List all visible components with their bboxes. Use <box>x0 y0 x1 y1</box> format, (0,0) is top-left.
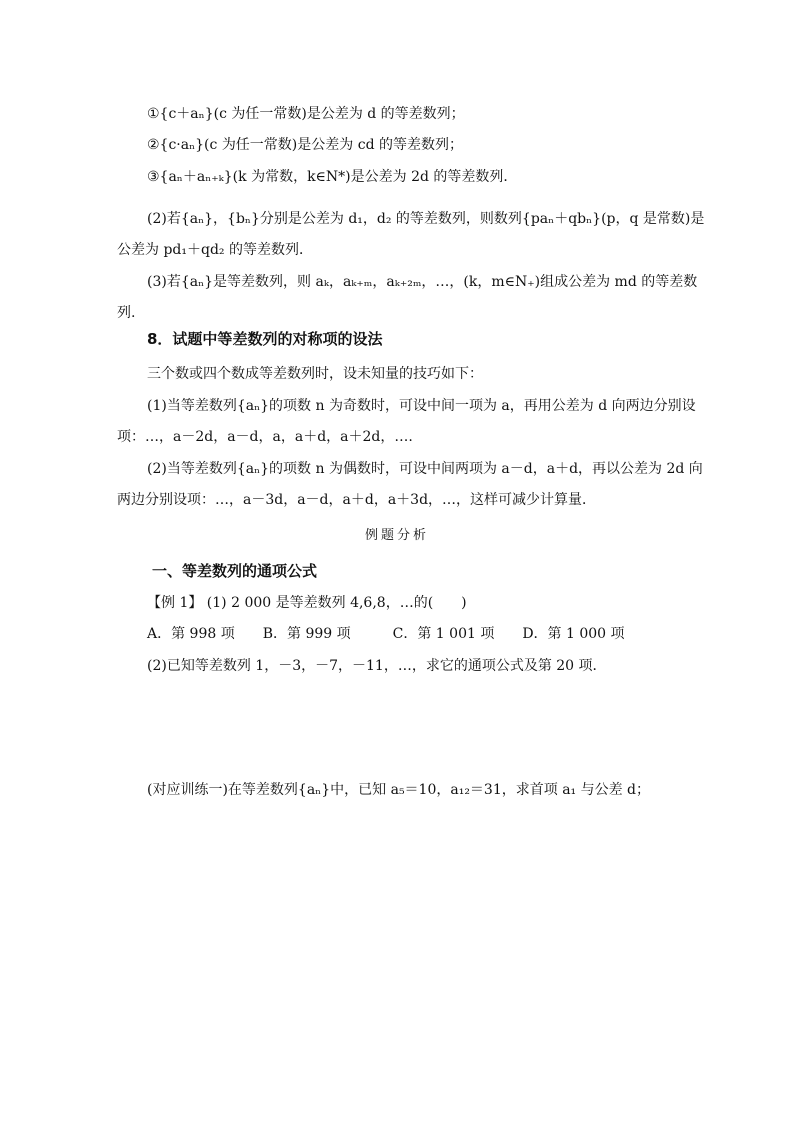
symmetric-even: (2)当等差数列{aₙ}的项数 n 为偶数时，可设中间两项为 a－d，a＋d，再以公差为 2d 向 <box>147 461 703 477</box>
property-linear-combination: (2)若{aₙ}，{bₙ}分别是公差为 d₁，d₂ 的等差数列，则数列{paₙ＋qbₙ}(p，q 是常数)是 <box>147 211 705 227</box>
example-1-part-2: (2)已知等差数列 1，－3，－7，－11，…，求它的通项公式及第 20 项． <box>147 658 607 674</box>
example-1-options: A．第 998 项 B．第 999 项 C．第 1 001 项 D．第 1 000 项 <box>147 626 625 642</box>
property-linear-combination-cont: 公差为 pd₁＋qd₂ 的等差数列． <box>117 242 313 258</box>
symmetric-odd: (1)当等差数列{aₙ}的项数 n 为奇数时，可设中间一项为 a，再用公差为 d 向两边分别设 <box>147 398 696 414</box>
section-heading-8: 8．试题中等差数列的对称项的设法 <box>147 330 383 348</box>
section-heading-general-term: 一、等差数列的通项公式 <box>152 562 318 580</box>
property-subsequence: (3)若{aₙ}是等差数列，则 aₖ，aₖ₊ₘ，aₖ₊₂ₘ，…，(k，m∈N₊)组成公差为 md 的等差数 <box>147 274 698 290</box>
property-3: ③{aₙ＋aₙ₊ₖ}(k 为常数，k∈N*)是公差为 2d 的等差数列． <box>147 169 518 185</box>
symmetric-intro: 三个数或四个数成等差数列时，设未知量的技巧如下： <box>147 366 483 382</box>
property-2: ②{c·aₙ}(c 为任一常数)是公差为 cd 的等差数列； <box>147 137 463 153</box>
example-1-part-1: 【例 1】 (1) 2 000 是等差数列 4,6,8，…的( ) <box>147 595 467 611</box>
symmetric-even-cont: 两边分别设项：…，a－3d，a－d，a＋d，a＋3d，…，这样可减少计算量． <box>117 492 597 508</box>
symmetric-odd-cont: 项：…，a－2d，a－d，a，a＋d，a＋2d，…. <box>117 429 413 445</box>
property-1: ①{c＋aₙ}(c 为任一常数)是公差为 d 的等差数列； <box>147 106 465 122</box>
property-subsequence-cont: 列. <box>117 305 136 321</box>
training-exercise-1: (对应训练一)在等差数列{aₙ}中，已知 a₅＝10，a₁₂＝31，求首项 a₁ 与公差 d； <box>147 782 651 798</box>
example-analysis-title: 例题分析 <box>364 528 429 543</box>
